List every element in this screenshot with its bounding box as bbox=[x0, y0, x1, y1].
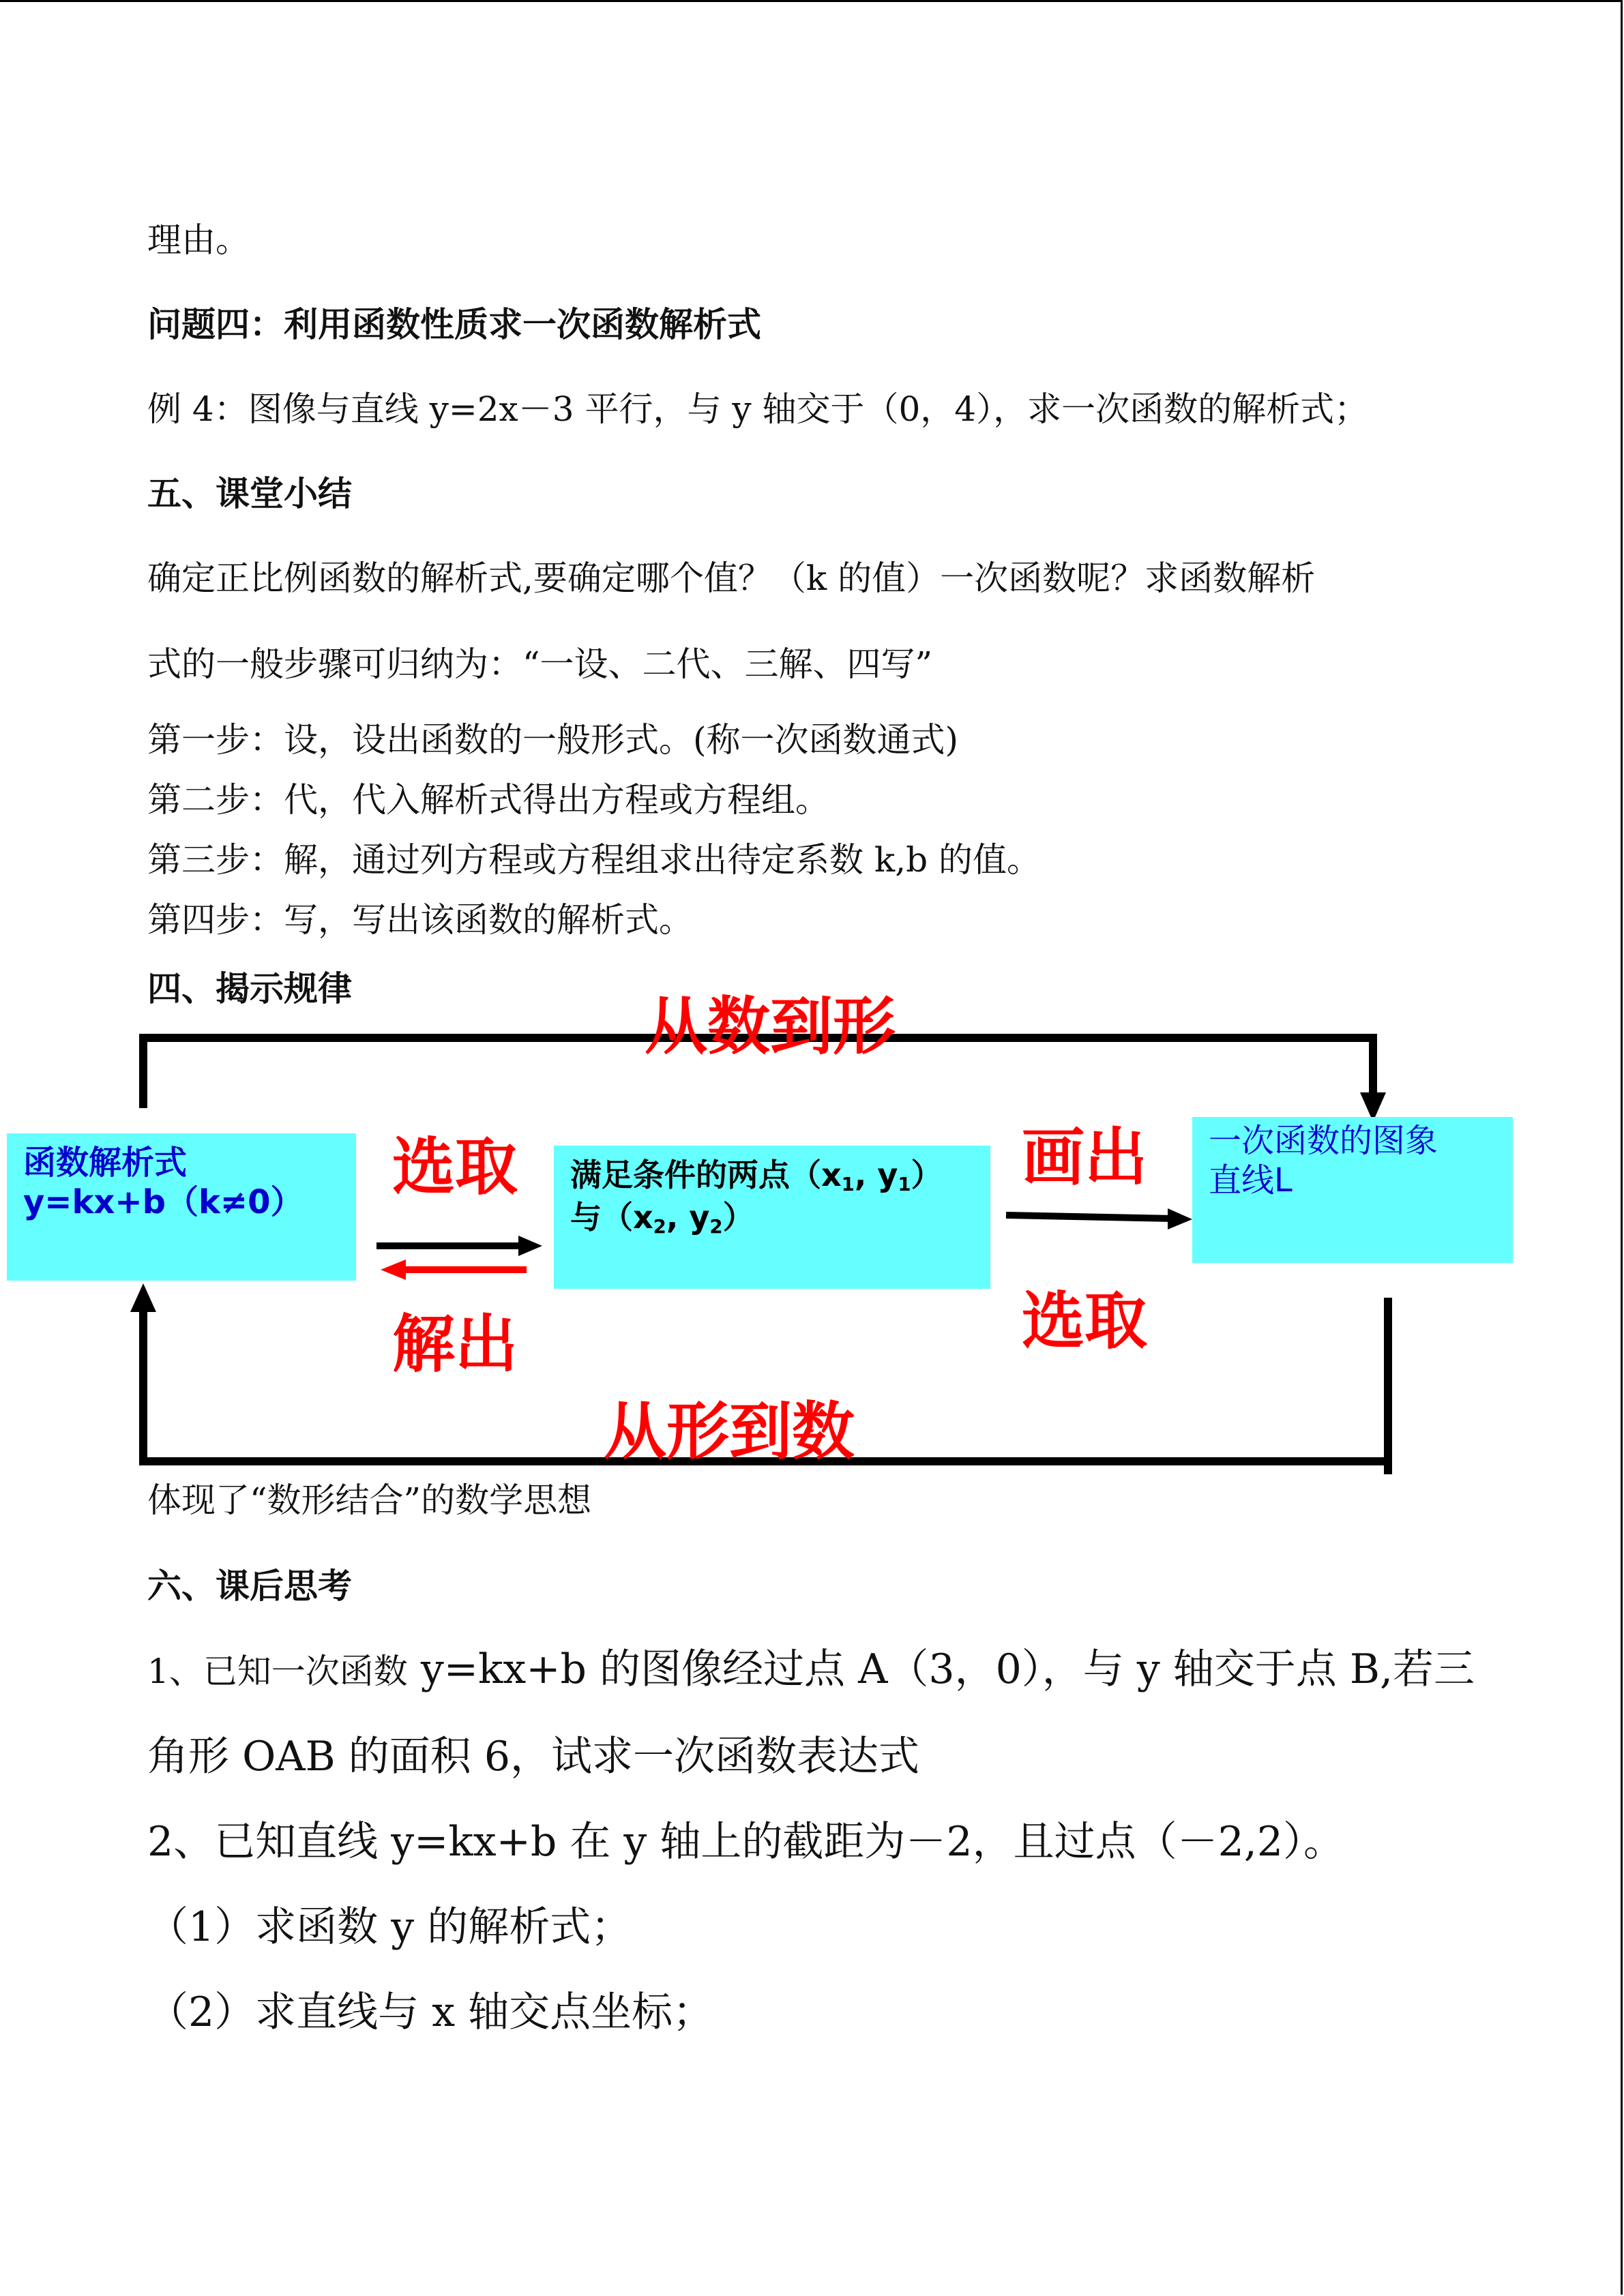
question-one-rest: y=kx+b 的图像经过点 A（3，0），与 y 轴交于点 B,若三 bbox=[407, 1645, 1475, 1693]
draw-arrowhead bbox=[1168, 1208, 1192, 1229]
reflection-line: 体现了“数形结合”的数学思想 bbox=[147, 1480, 592, 1520]
solve-arrowhead bbox=[381, 1259, 406, 1280]
label-shape-to-number: 从形到数 bbox=[604, 1395, 855, 1468]
label-number-to-shape: 从数到形 bbox=[645, 990, 896, 1063]
question-two: 2、已知直线 y=kx+b 在 y 轴上的截距为－2，且过点（－2,2）。 bbox=[147, 1818, 1344, 1866]
label-solve: 解出 bbox=[392, 1308, 518, 1381]
summary-line-1: 确定正比例函数的解析式,要确定哪个值？（k 的值）一次函数呢？求函数解析 bbox=[147, 558, 1316, 598]
draw-arrow-line bbox=[1006, 1215, 1173, 1219]
step-four: 第四步：写，写出该函数的解析式。 bbox=[147, 900, 693, 940]
number-shape-diagram bbox=[0, 982, 1624, 1487]
heading-section-four: 四、揭示规律 bbox=[147, 969, 352, 1009]
step-one: 第一步：设，设出函数的一般形式。(称一次函数通式) bbox=[147, 720, 959, 760]
box-left-line2: y=kx+b（k≠0） bbox=[23, 1183, 304, 1221]
question-one-line1 bbox=[147, 1645, 1475, 1696]
paragraph-reason: 理由。 bbox=[147, 220, 250, 260]
heading-section-six: 六、课后思考 bbox=[147, 1566, 352, 1606]
box-analytic-expression bbox=[7, 1133, 356, 1281]
box-two-points bbox=[554, 1146, 990, 1289]
box-function-graph bbox=[1192, 1117, 1513, 1263]
summary-line-2: 式的一般步骤可归纳为：“一设、二代、三解、四写” bbox=[147, 644, 933, 684]
label-select-left: 选取 bbox=[392, 1131, 518, 1204]
label-select-right: 选取 bbox=[1022, 1285, 1148, 1358]
box-mid-line1: 满足条件的两点（$x_1$, $y_1$） bbox=[570, 1157, 943, 1195]
bottom-arrowhead bbox=[130, 1283, 156, 1312]
question-two-part1: （1）求函数 y 的解析式； bbox=[147, 1903, 632, 1951]
question-one-prefix: 1、已知一次函数 bbox=[147, 1652, 408, 1691]
step-three: 第三步：解，通过列方程或方程组求出待定系数 k,b 的值。 bbox=[147, 840, 1041, 880]
box-right-line2: 直线L bbox=[1209, 1161, 1293, 1199]
heading-section-five: 五、课堂小结 bbox=[147, 474, 352, 513]
select-arrowhead bbox=[518, 1236, 542, 1256]
question-two-part2: （2）求直线与 x 轴交点坐标； bbox=[147, 1988, 714, 2036]
question-one-line2: 角形 OAB 的面积 6，试求一次函数表达式 bbox=[147, 1733, 920, 1780]
example-four: 例 4：图像与直线 y=2x－3 平行，与 y 轴交于（0，4），求一次函数的解析式； bbox=[147, 389, 1369, 429]
box-right-line1: 一次函数的图象 bbox=[1209, 1122, 1438, 1160]
label-draw: 画出 bbox=[1022, 1121, 1148, 1194]
box-mid-line2: 与（$x_2$, $y_2$） bbox=[570, 1199, 754, 1238]
heading-problem-four: 问题四：利用函数性质求一次函数解析式 bbox=[147, 305, 761, 344]
box-left-line1: 函数解析式 bbox=[23, 1144, 188, 1182]
step-two: 第二步：代，代入解析式得出方程或方程组。 bbox=[147, 780, 829, 820]
